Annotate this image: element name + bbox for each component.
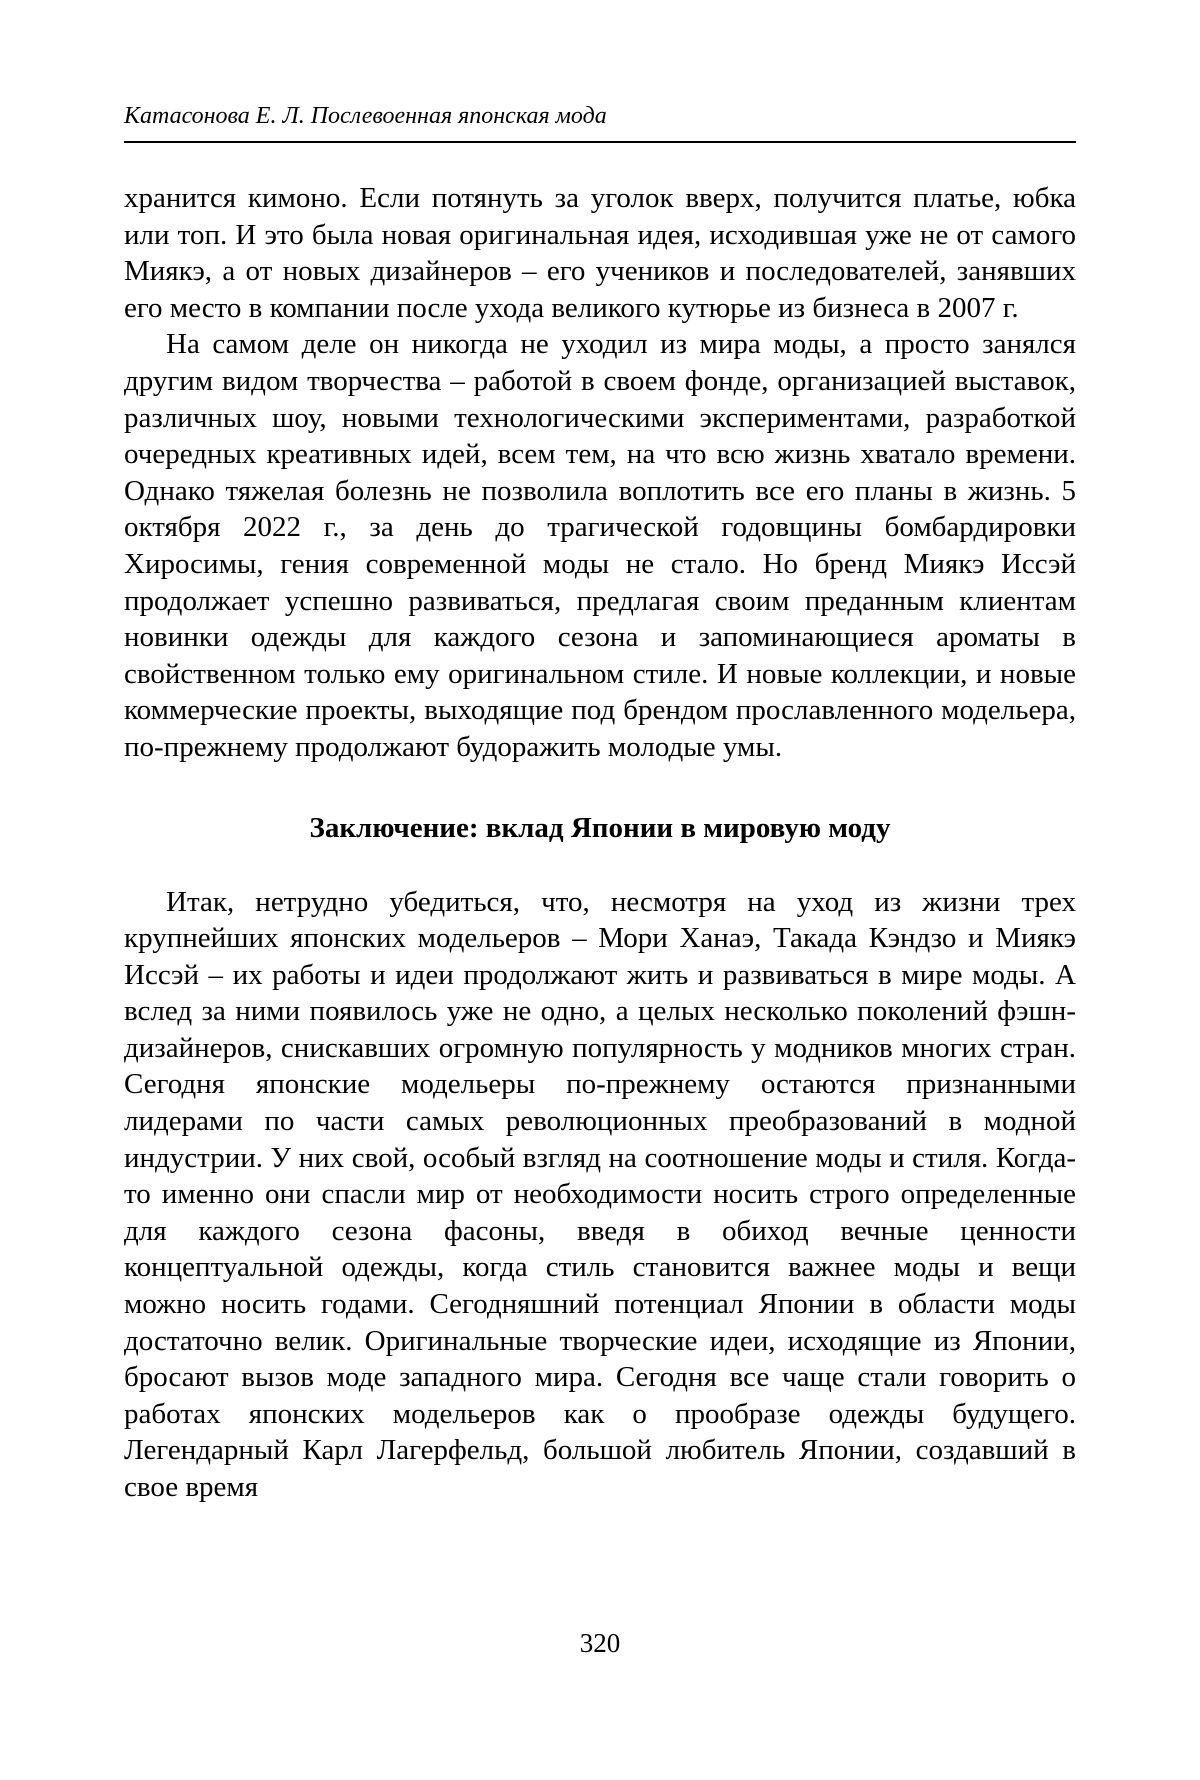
section-heading: Заключение: вклад Японии в мировую моду bbox=[124, 810, 1076, 846]
paragraph-continued: хранится кимоно. Если потянуть за уголок вверх, получится платье, юбка или топ. И это была новая оригинальная идея, исходившая уже не от самого Миякэ, а от новых дизайнеров – его учеников и последователей, занявших его место в компании после ухода великого кутюрье из бизнеса в 2007 г. bbox=[124, 180, 1076, 326]
book-page bbox=[124, 0, 1076, 1780]
page-number: 320 bbox=[124, 1626, 1076, 1660]
running-header bbox=[124, 95, 1076, 143]
paragraph-miyake-legacy: На самом деле он никогда не уходил из мира моды, а просто занялся другим видом творчества – работой в своем фонде, организацией выставок, различных шоу, новыми технологическими экспериментами, разработкой очередных креативных идей, всем тем, на что всю жизнь хватало времени. Однако тяжелая болезнь не позволила воплотить все его планы в жизнь. 5 октября 2022 г., за день до трагической годовщины бомбардировки Хиросимы, гения современной моды не стало. Но бренд Миякэ Иссэй продолжает успешно развиваться, предлагая своим преданным клиентам новинки одежды для каждого сезона и запоминающиеся ароматы в свойственном только ему оригинальном стиле. И новые коллекции, и новые коммерческие проекты, выходящие под брендом прославленного модельера, по-прежнему продолжают будоражить молодые умы. bbox=[124, 326, 1076, 765]
running-title: Катасонова Е. Л. Послевоенная японская мода bbox=[124, 101, 607, 131]
body-text bbox=[124, 180, 1076, 1506]
paragraph-conclusion: Итак, нетрудно убедиться, что, несмотря на уход из жизни трех крупнейших японских модельеров – Мори Ханаэ, Такада Кэндзо и Миякэ Иссэй – их работы и идеи продолжают жить и развиваться в мире моды. А вслед за ними появилось уже не одно, а целых несколько поколений фэшн-дизайнеров, снискавших огромную популярность у модников многих стран. Сегодня японские модельеры по-прежнему остаются признанными лидерами по части самых революционных преобразований в модной индустрии. У них свой, особый взгляд на соотношение моды и стиля. Когда-то именно они спасли мир от необходимости носить строго определенные для каждого сезона фасоны, введя в обиход вечные ценности концептуальной одежды, когда стиль становится важнее моды и вещи можно носить годами. Сегодняшний потенциал Японии в области моды достаточно велик. Оригинальные творческие идеи, исходящие из Японии, бросают вызов моде западного мира. Сегодня все чаще стали говорить о работах японских модельеров как о прообразе одежды будущего. Легендарный Карл Лагерфельд, большой любитель Японии, создавший в свое время bbox=[124, 884, 1076, 1506]
